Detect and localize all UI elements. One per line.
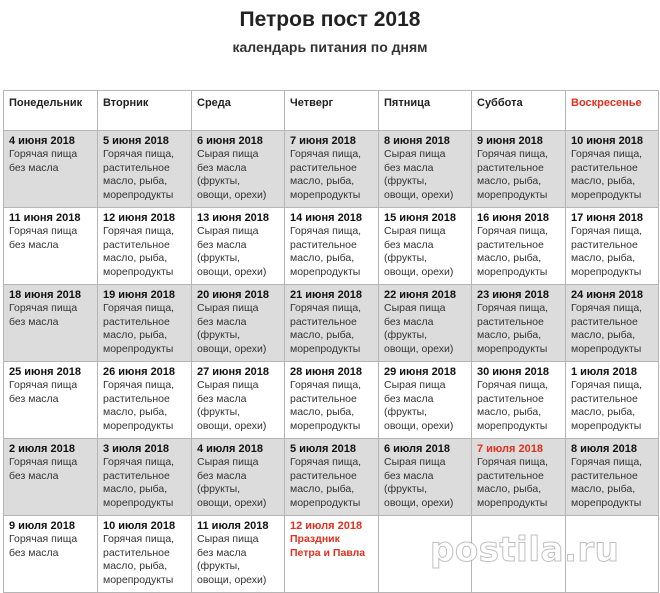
calendar-day-cell	[566, 285, 659, 362]
day-food-rule: Сырая пища без масла (фрукты, овощи, орехи)	[197, 379, 267, 432]
calendar-day-cell	[98, 208, 192, 285]
day-date: 12 июня 2018	[103, 212, 176, 224]
day-date: 29 июня 2018	[384, 366, 457, 378]
calendar-day-cell	[472, 208, 566, 285]
calendar-week-row	[4, 362, 659, 439]
calendar-day-cell	[566, 208, 659, 285]
day-food-rule: Горячая пища, растительное масло, рыба, морепродукты	[477, 302, 549, 355]
day-date: 6 июля 2018	[384, 443, 450, 455]
day-date: 12 июля 2018	[290, 520, 363, 532]
day-date: 26 июня 2018	[103, 366, 176, 378]
day-food-rule: Горячая пища, растительное масло, рыба, морепродукты	[571, 456, 643, 509]
watermark	[430, 522, 650, 578]
calendar-day-cell	[379, 285, 472, 362]
calendar-day-cell	[98, 285, 192, 362]
calendar-day-cell	[379, 439, 472, 516]
calendar-day-cell	[98, 516, 192, 593]
calendar-week-row	[4, 208, 659, 285]
calendar-day-cell	[285, 131, 379, 208]
day-food-rule: Горячая пища, растительное масло, рыба, морепродукты	[290, 148, 362, 201]
day-food-rule: Горячая пища, растительное масло, рыба, морепродукты	[571, 148, 643, 201]
calendar-day-cell	[285, 516, 379, 593]
day-date: 6 июня 2018	[197, 135, 263, 147]
day-date: 13 июня 2018	[197, 212, 270, 224]
calendar-day-cell	[566, 131, 659, 208]
day-date: 23 июня 2018	[477, 289, 550, 301]
day-food-rule: Горячая пища, растительное масло, рыба, морепродукты	[477, 148, 549, 201]
day-food-rule: Горячая пища, растительное масло, рыба, морепродукты	[571, 379, 643, 432]
day-food-rule: Горячая пища без масла	[9, 379, 78, 405]
day-date: 18 июня 2018	[9, 289, 82, 301]
day-date: 25 июня 2018	[9, 366, 82, 378]
calendar-day-cell	[285, 208, 379, 285]
calendar-day-cell	[472, 439, 566, 516]
calendar-day-cell	[192, 285, 285, 362]
day-food-rule: Горячая пища, растительное масло, рыба, морепродукты	[103, 456, 175, 509]
header-saturday: Суббота	[472, 91, 566, 131]
day-food-rule: Сырая пища без масла (фрукты, овощи, орехи)	[384, 302, 454, 355]
calendar-day-cell	[285, 285, 379, 362]
calendar-day-cell	[379, 208, 472, 285]
day-date: 9 июня 2018	[477, 135, 543, 147]
calendar-day-cell	[4, 439, 98, 516]
calendar-day-cell	[472, 131, 566, 208]
day-date: 28 июня 2018	[290, 366, 363, 378]
day-date: 27 июня 2018	[197, 366, 270, 378]
calendar-day-cell	[379, 131, 472, 208]
day-food-rule: Сырая пища без масла (фрукты, овощи, орехи)	[197, 456, 267, 509]
day-food-rule: Горячая пища, растительное масло, рыба, морепродукты	[571, 225, 643, 278]
calendar-week-row	[4, 285, 659, 362]
day-food-rule: Горячая пища, растительное масло, рыба, морепродукты	[571, 302, 643, 355]
day-food-rule: Горячая пища, растительное масло, рыба, морепродукты	[290, 302, 362, 355]
day-date: 4 июня 2018	[9, 135, 75, 147]
calendar-day-cell	[98, 439, 192, 516]
day-food-rule: Горячая пища без масла	[9, 225, 78, 251]
page-title: Петров пост 2018	[239, 8, 421, 31]
calendar-day-cell	[192, 516, 285, 593]
calendar-week-row	[4, 439, 659, 516]
calendar-day-cell	[98, 131, 192, 208]
day-food-rule: Сырая пища без масла (фрукты, овощи, орехи)	[384, 225, 454, 278]
day-food-rule: Горячая пища, растительное масло, рыба, морепродукты	[103, 225, 175, 278]
day-date: 17 июня 2018	[571, 212, 644, 224]
day-date: 22 июня 2018	[384, 289, 457, 301]
day-food-rule: Горячая пища, растительное масло, рыба, морепродукты	[290, 379, 362, 432]
day-date: 3 июля 2018	[103, 443, 169, 455]
calendar-day-cell	[472, 285, 566, 362]
day-food-rule: Сырая пища без масла (фрукты, овощи, орехи)	[384, 379, 454, 432]
calendar-day-cell	[98, 362, 192, 439]
calendar-week-row	[4, 131, 659, 208]
day-food-rule: Горячая пища без масла	[9, 148, 78, 174]
day-date: 2 июля 2018	[9, 443, 75, 455]
header-friday: Пятница	[379, 91, 472, 131]
calendar-day-cell	[285, 362, 379, 439]
day-date: 5 июля 2018	[290, 443, 356, 455]
day-date: 16 июня 2018	[477, 212, 550, 224]
day-food-rule: Сырая пища без масла (фрукты, овощи, орехи)	[197, 148, 267, 201]
day-date: 8 июля 2018	[571, 443, 637, 455]
weekday-header-row	[4, 91, 659, 131]
calendar-day-cell	[4, 285, 98, 362]
day-date: 11 июля 2018	[197, 520, 269, 532]
header-monday: Понедельник	[4, 91, 98, 131]
day-food-rule: Горячая пища без масла	[9, 456, 78, 482]
day-date: 14 июня 2018	[290, 212, 363, 224]
day-food-rule: Сырая пища без масла (фрукты, овощи, орехи)	[384, 456, 454, 509]
day-date: 9 июля 2018	[9, 520, 75, 532]
calendar-day-cell	[192, 439, 285, 516]
calendar-day-cell	[285, 439, 379, 516]
header-sunday: Воскресенье	[566, 91, 659, 131]
day-date: 30 июня 2018	[477, 366, 550, 378]
day-food-rule: Горячая пища, растительное масло, рыба, морепродукты	[290, 225, 362, 278]
holiday-label: Праздник Петра и Павла	[290, 533, 366, 559]
day-date: 7 июня 2018	[290, 135, 356, 147]
calendar-day-cell	[4, 131, 98, 208]
day-food-rule: Горячая пища без масла	[9, 533, 78, 559]
header-tuesday: Вторник	[98, 91, 192, 131]
day-food-rule: Горячая пища, растительное масло, рыба, морепродукты	[103, 379, 175, 432]
calendar-day-cell	[4, 208, 98, 285]
day-date: 19 июня 2018	[103, 289, 176, 301]
day-date: 20 июня 2018	[197, 289, 270, 301]
day-date: 24 июня 2018	[571, 289, 644, 301]
calendar-day-cell	[4, 362, 98, 439]
day-food-rule: Горячая пища, растительное масло, рыба, морепродукты	[103, 302, 175, 355]
day-date: 1 июля 2018	[571, 366, 637, 378]
calendar-day-cell	[379, 362, 472, 439]
day-date: 15 июня 2018	[384, 212, 457, 224]
header-thursday: Четверг	[285, 91, 379, 131]
day-date: 21 июня 2018	[290, 289, 363, 301]
calendar-day-cell	[192, 362, 285, 439]
day-food-rule: Горячая пища без масла	[9, 302, 78, 328]
day-date: 4 июля 2018	[197, 443, 263, 455]
day-food-rule: Сырая пища без масла (фрукты, овощи, орехи)	[197, 225, 267, 278]
calendar-day-cell	[566, 362, 659, 439]
day-food-rule: Горячая пища, растительное масло, рыба, морепродукты	[290, 456, 362, 509]
day-food-rule: Горячая пища, растительное масло, рыба, морепродукты	[103, 533, 175, 586]
day-food-rule: Горячая пища, растительное масло, рыба, морепродукты	[477, 379, 549, 432]
page-subtitle: календарь питания по дням	[232, 39, 428, 55]
calendar-day-cell	[472, 362, 566, 439]
day-food-rule: Горячая пища, растительное масло, рыба, морепродукты	[103, 148, 175, 201]
day-date: 5 июня 2018	[103, 135, 169, 147]
day-food-rule: Сырая пища без масла (фрукты, овощи, орехи)	[197, 533, 267, 586]
fasting-calendar-table	[3, 90, 659, 593]
day-date: 8 июня 2018	[384, 135, 450, 147]
header-wednesday: Среда	[192, 91, 285, 131]
calendar-day-cell	[566, 439, 659, 516]
day-food-rule: Горячая пища, растительное масло, рыба, морепродукты	[477, 456, 549, 509]
calendar-day-cell	[192, 208, 285, 285]
day-date: 11 июня 2018	[9, 212, 81, 224]
day-food-rule: Горячая пища, растительное масло, рыба, морепродукты	[477, 225, 549, 278]
day-date: 7 июля 2018	[477, 443, 543, 455]
day-date: 10 июля 2018	[103, 520, 176, 532]
watermark-text: postila.ru	[430, 530, 620, 570]
calendar-day-cell	[192, 131, 285, 208]
day-food-rule: Сырая пища без масла (фрукты, овощи, орехи)	[197, 302, 267, 355]
day-food-rule: Сырая пища без масла (фрукты, овощи, орехи)	[384, 148, 454, 201]
calendar-day-cell	[4, 516, 98, 593]
day-date: 10 июня 2018	[571, 135, 644, 147]
